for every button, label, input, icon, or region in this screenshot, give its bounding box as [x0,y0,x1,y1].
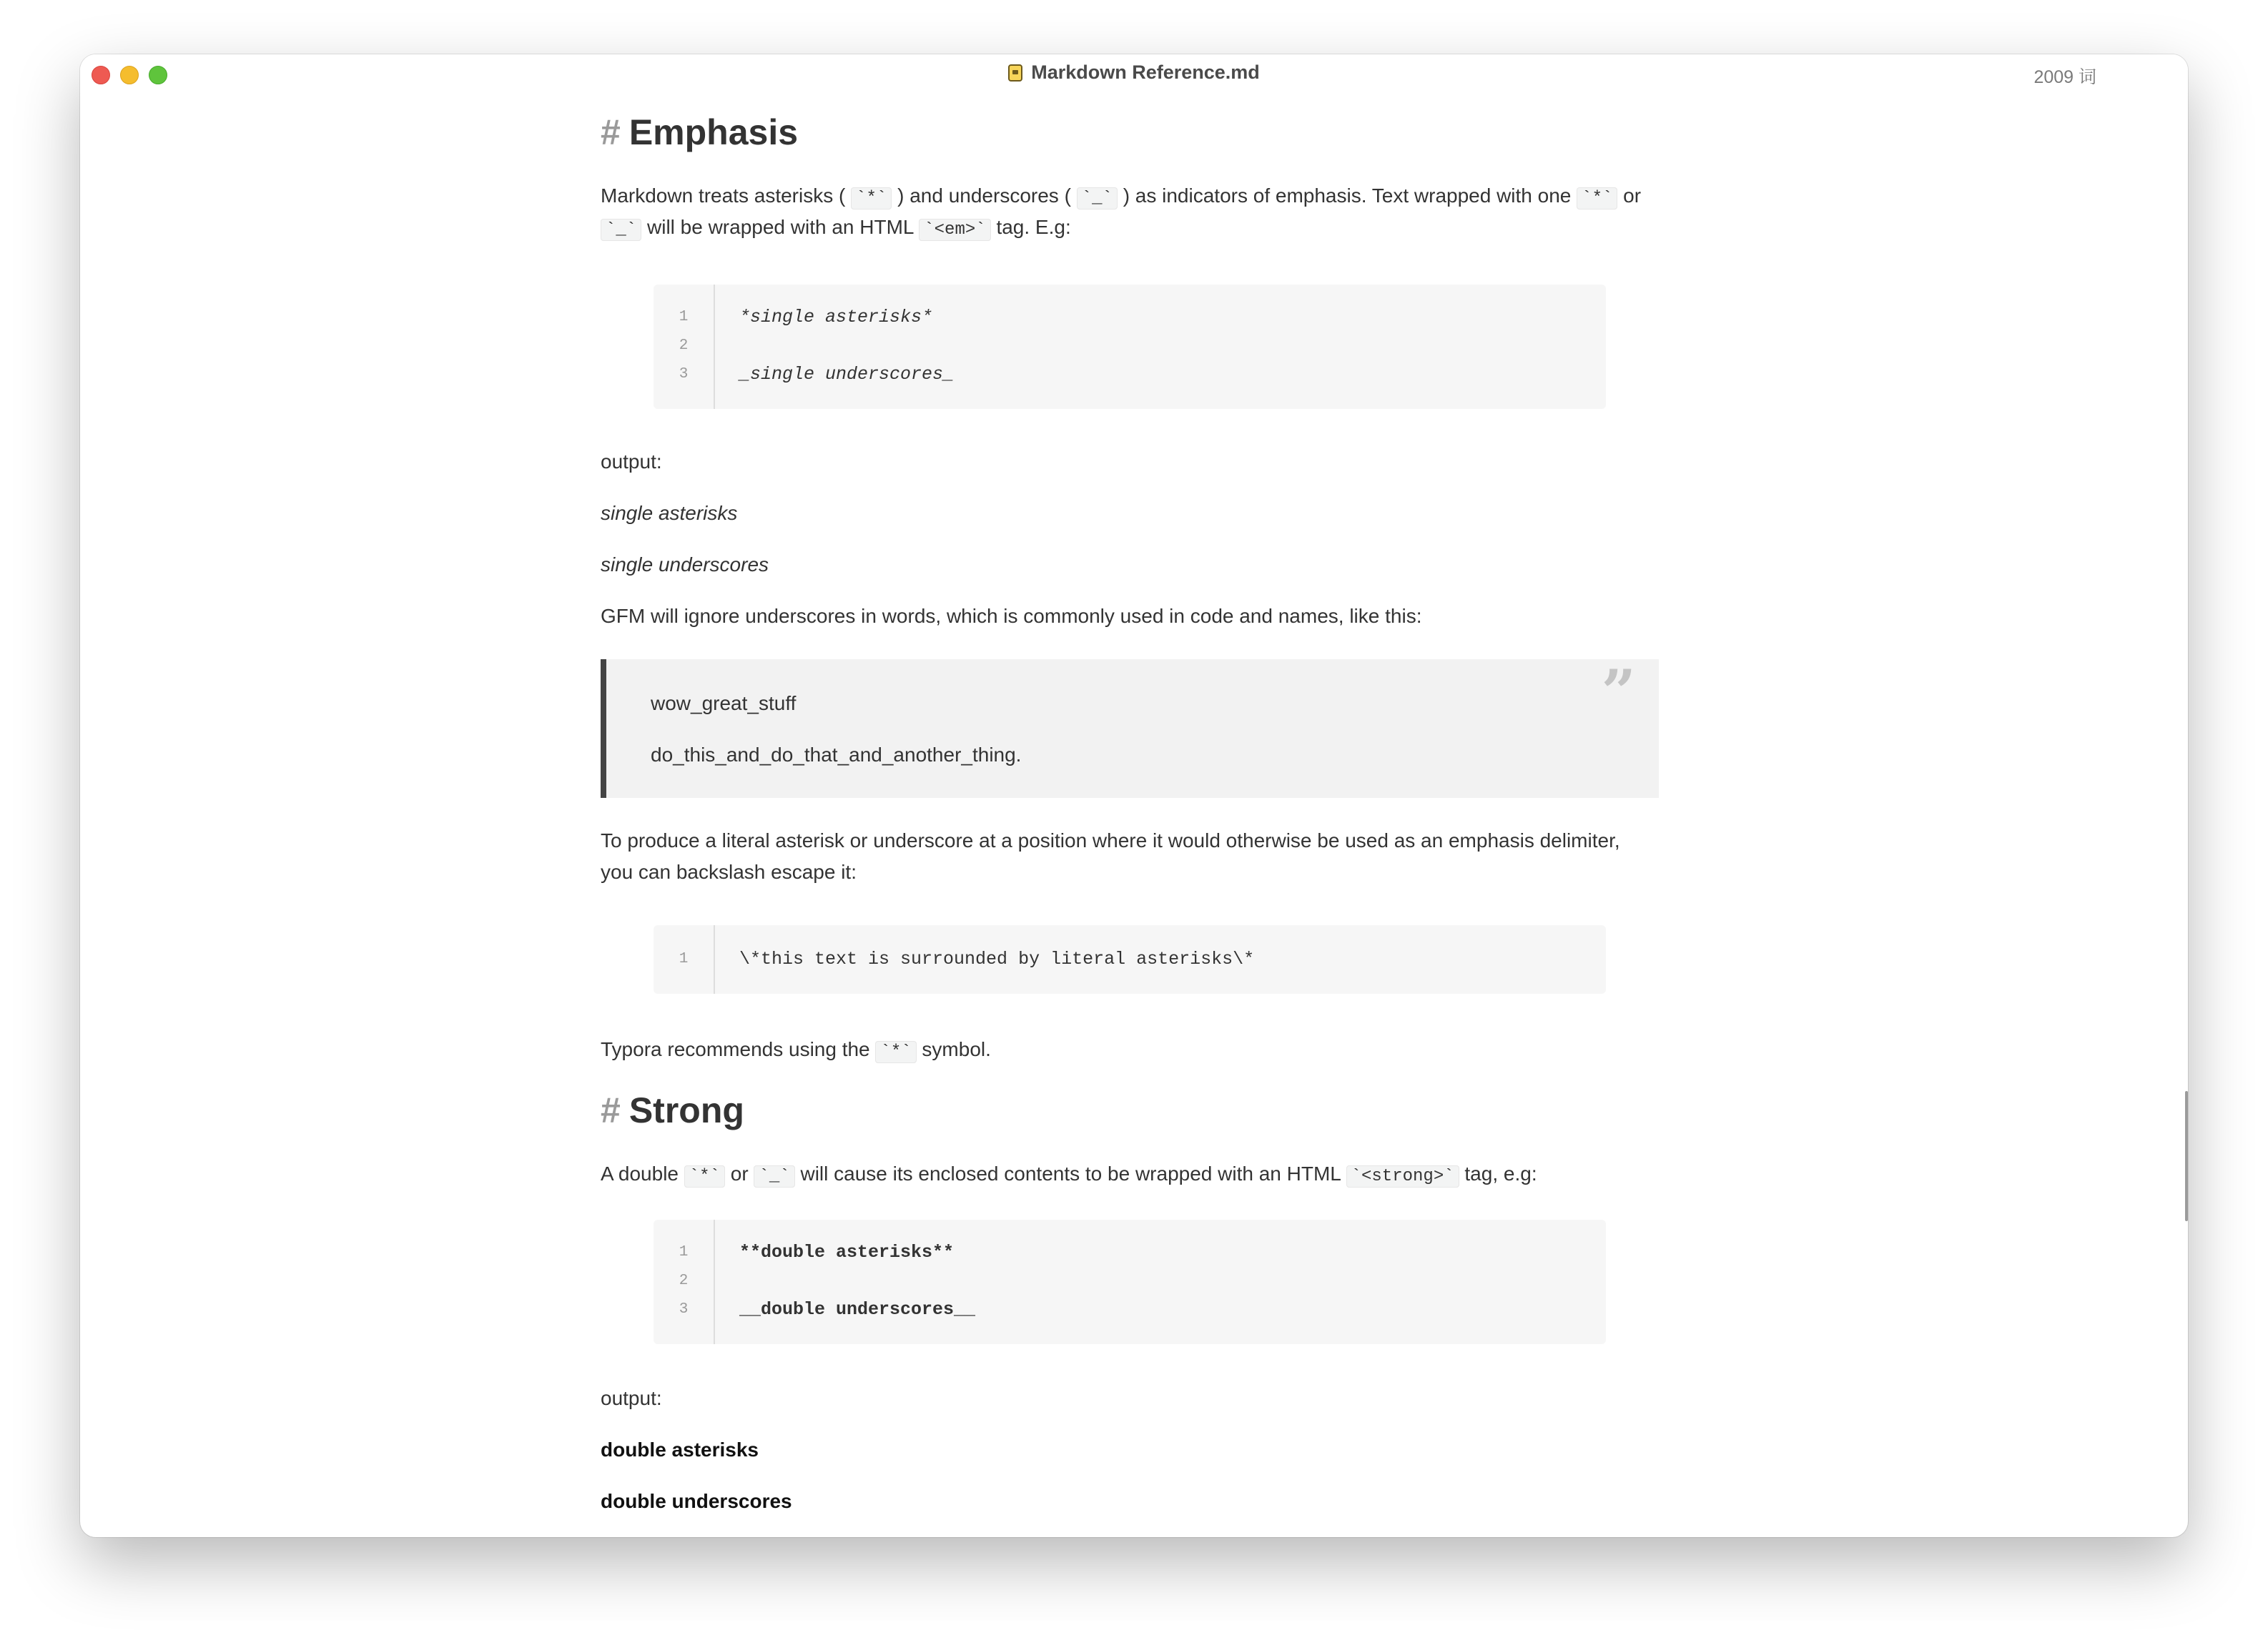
editor-window [80,54,2188,1537]
text: ) and underscores ( [897,184,1071,207]
code-text: __double underscores__ [739,1299,976,1320]
code-text: _single underscores_ [739,364,955,385]
inline-code: `_` [1077,187,1118,209]
text: will cause its enclosed contents to be wrapped with an HTML [800,1163,1341,1185]
heading-hash: # [601,112,621,152]
line-number: 2 [679,1273,689,1289]
line-number: 1 [679,1244,689,1260]
output-bold-asterisks: double asterisks [601,1439,759,1461]
inline-code: `*` [851,187,892,209]
title-bar [80,54,2188,94]
code-block-strong[interactable] [654,1220,1606,1344]
heading-emphasis [601,112,798,153]
text: or [730,1163,749,1185]
heading-strong [601,1090,744,1131]
line-number: 1 [679,951,689,967]
literal-paragraph-line-2: you can backslash escape it: [601,861,857,883]
code-block-escape[interactable] [654,925,1606,994]
heading-text: Strong [628,1090,744,1130]
text: tag. E.g: [996,216,1071,238]
inline-code: `<strong>` [1346,1165,1459,1188]
code-text: \*this text is surrounded by literal asterisks\* [739,949,1255,969]
code-text: **double asterisks** [739,1242,955,1263]
quote-icon: ” [1601,656,1636,727]
text: Markdown treats asterisks ( [601,184,846,207]
quote-line: wow_great_stuff [651,692,797,714]
inline-code: `_` [601,219,641,241]
code-text: *single asterisks* [739,307,933,327]
word-count[interactable]: 2009 词 [2033,67,2096,87]
heading-hash: # [601,1090,621,1130]
inline-code: `*` [684,1165,725,1188]
line-number: 3 [679,1301,689,1318]
text: tag, e.g: [1464,1163,1537,1185]
output-label: output: [601,1387,662,1409]
typora-recommendation [601,1034,991,1068]
quote-line: do_this_and_do_that_and_another_thing. [651,744,1022,766]
literal-paragraph-line-1: To produce a literal asterisk or underscore at a position where it would otherwise be used as an emphasis delimiter, [601,829,1620,852]
strong-intro [601,1158,1537,1193]
output-italic-underscores: single underscores [601,553,769,576]
text: will be wrapped with an HTML [647,216,914,238]
markdown-document-icon [1008,64,1022,82]
line-number: 3 [679,366,689,383]
text: Typora recommends using the [601,1038,870,1060]
text: or [1623,184,1642,207]
text: A double [601,1163,679,1185]
blockquote [601,656,1659,798]
line-number: 2 [679,337,689,354]
text: symbol. [922,1038,991,1060]
emphasis-intro-line-1 [601,180,1641,214]
emphasis-intro-line-2 [601,212,1071,246]
window-title [80,61,2188,84]
window-title-text: Markdown Reference.md [1031,61,1260,83]
inline-code: `*` [1577,187,1617,209]
output-italic-asterisks: single asterisks [601,502,738,524]
heading-text: Emphasis [628,112,799,152]
code-block-emphasis[interactable] [654,285,1606,409]
text: ) as indicators of emphasis. Text wrapped with one [1123,184,1572,207]
inline-code: `_` [754,1165,794,1188]
inline-code: `*` [875,1041,916,1063]
line-number: 1 [679,309,689,325]
output-bold-underscores: double underscores [601,1490,792,1512]
gfm-paragraph: GFM will ignore underscores in words, which is commonly used in code and names, like this: [601,605,1422,627]
vertical-scrollbar-thumb[interactable] [2185,1091,2188,1221]
inline-code: `<em>` [919,219,990,241]
output-label: output: [601,450,662,473]
